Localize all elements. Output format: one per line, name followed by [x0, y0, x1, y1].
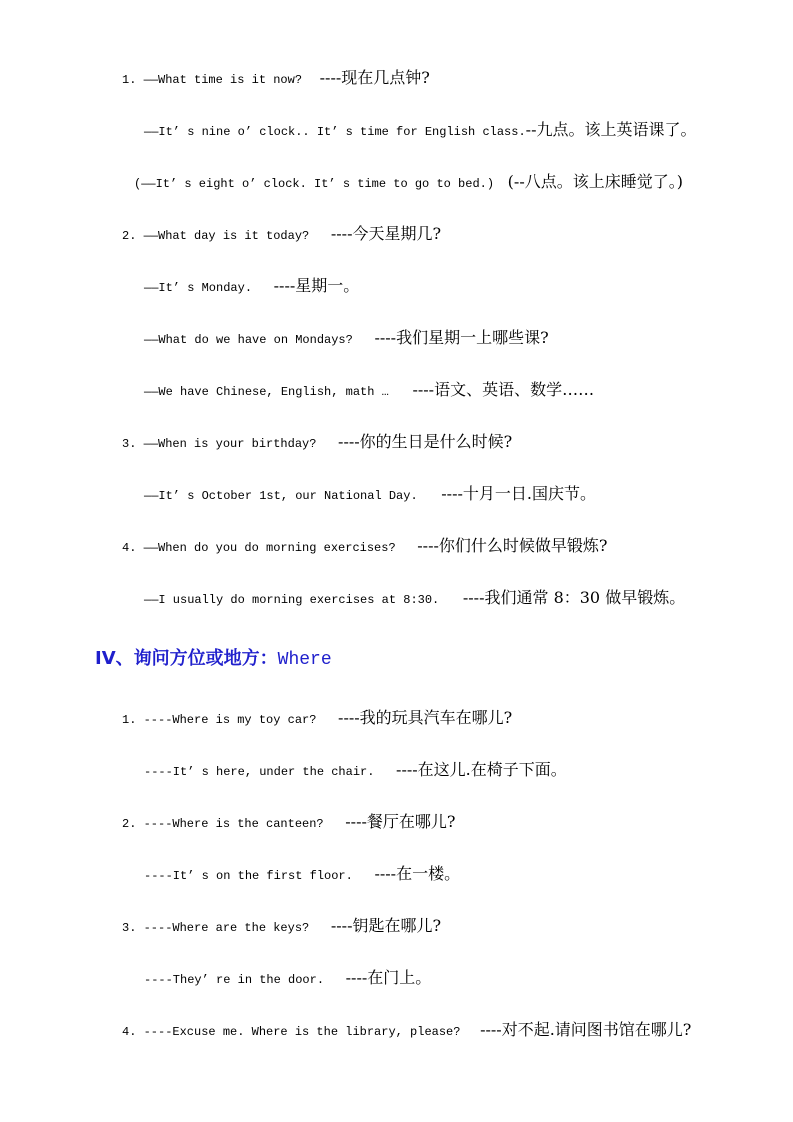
english-question: 3. ——When is your birthday?	[122, 437, 317, 451]
dialogue-line	[122, 708, 512, 728]
dialogue-line	[144, 120, 697, 140]
chinese-translation: ----十月一日.国庆节。	[441, 484, 596, 503]
dialogue-line	[122, 812, 455, 832]
chinese-translation: ----现在几点钟?	[319, 68, 430, 87]
chinese-translation: ----我的玩具汽车在哪儿?	[338, 708, 513, 727]
chinese-translation: ----钥匙在哪儿?	[330, 916, 442, 935]
dialogue-line	[122, 536, 607, 556]
english-answer: ——I usually do morning exercises at 8:30.	[144, 593, 440, 607]
english-answer: ——It’ s Monday.	[144, 281, 253, 295]
chinese-translation: (--八点。该上床睡觉了。)	[507, 172, 683, 191]
english-answer: ——It’ s nine o’ clock.. It’ s time for English class.	[144, 125, 526, 139]
chinese-translation: ----我们星期一上哪些课?	[374, 328, 549, 347]
chinese-translation: ----星期一。	[273, 276, 360, 295]
dialogue-line	[144, 760, 567, 780]
section-heading	[95, 647, 332, 672]
english-question: 4. ----Excuse me. Where is the library, please?	[122, 1025, 461, 1039]
english-answer: ----It’ s here, under the chair.	[144, 765, 375, 779]
english-question: 3. ----Where are the keys?	[122, 921, 310, 935]
chinese-translation: ----今天星期几?	[330, 224, 442, 243]
dialogue-line	[122, 916, 441, 936]
section-heading-zh: IV、询问方位或地方：	[95, 648, 278, 669]
dialogue-line	[144, 484, 596, 504]
english-question: ——What do we have on Mondays?	[144, 333, 353, 347]
english-answer: ----They’ re in the door.	[144, 973, 325, 987]
dialogue-line	[144, 380, 594, 400]
dialogue-line	[122, 224, 441, 244]
english-question: 2. ——What day is it today?	[122, 229, 310, 243]
dialogue-line	[122, 432, 512, 452]
dialogue-line	[122, 68, 430, 88]
dialogue-line	[134, 172, 683, 192]
dialogue-line	[144, 276, 359, 296]
english-question: 1. ----Where is my toy car?	[122, 713, 317, 727]
english-question: 1. ——What time is it now?	[122, 73, 303, 87]
dialogue-line	[144, 864, 460, 884]
chinese-translation: --九点。该上英语课了。	[525, 120, 697, 139]
english-answer: (——It’ s eight o’ clock. It’ s time to go to bed.)	[134, 177, 495, 191]
chinese-translation: ----语文、英语、数学……	[412, 380, 595, 399]
chinese-translation: ----餐厅在哪儿?	[345, 812, 456, 831]
section-heading-en: Where	[277, 650, 332, 670]
english-question: 2. ----Where is the canteen?	[122, 817, 324, 831]
dialogue-line	[122, 1020, 691, 1040]
chinese-translation: ----在门上。	[345, 968, 432, 987]
english-answer: ——It’ s October 1st, our National Day.	[144, 489, 418, 503]
chinese-translation: ----你们什么时候做早锻炼?	[417, 536, 608, 555]
english-answer: ----It’ s on the first floor.	[144, 869, 353, 883]
english-answer: ——We have Chinese, English, math …	[144, 385, 389, 399]
chinese-translation: ----在一楼。	[374, 864, 461, 883]
chinese-translation: ----你的生日是什么时候?	[338, 432, 513, 451]
chinese-translation: ----在这儿.在椅子下面。	[396, 760, 567, 779]
dialogue-line	[144, 968, 431, 988]
chinese-translation: ----我们通常 8：30 做早锻炼。	[462, 588, 686, 607]
dialogue-line	[144, 328, 549, 348]
english-question: 4. ——When do you do morning exercises?	[122, 541, 396, 555]
dialogue-line	[144, 588, 685, 608]
chinese-translation: ----对不起.请问图书馆在哪儿?	[480, 1020, 692, 1039]
